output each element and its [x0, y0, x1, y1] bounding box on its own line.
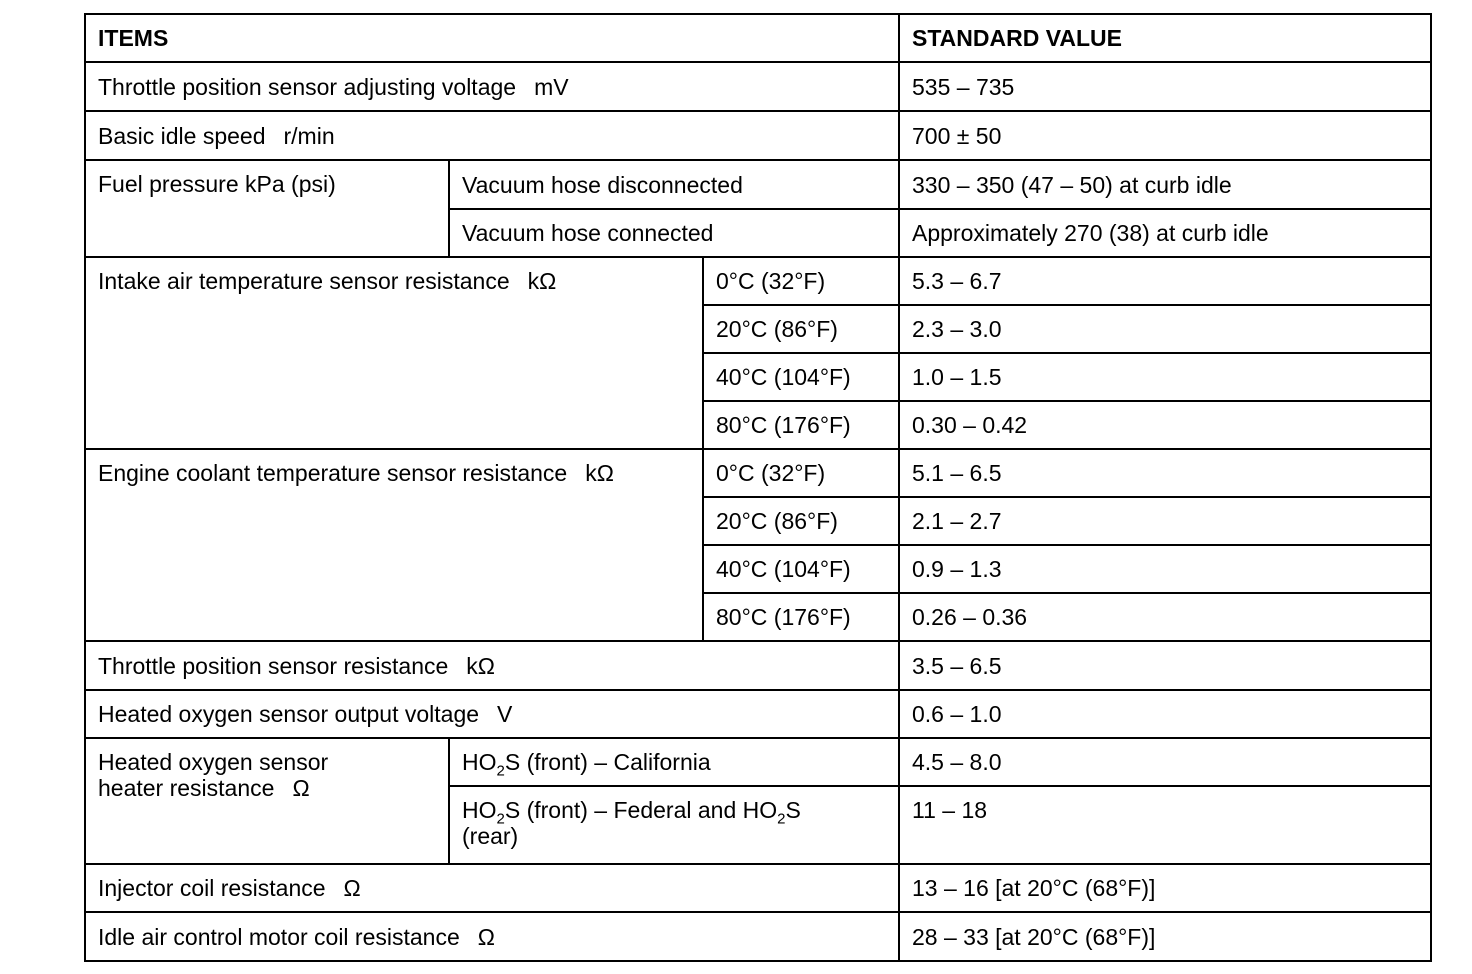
item-name: Idle air control motor coil resistance [98, 923, 460, 950]
condition-cell: 0°C (32°F) [703, 449, 899, 497]
table-row [85, 160, 1431, 209]
subscript: 2 [496, 810, 505, 828]
item-label: Fuel pressure kPa (psi) [85, 160, 449, 257]
table-row [85, 449, 1431, 497]
item-name: Throttle position sensor adjusting voltage [98, 73, 517, 100]
items-header: ITEMS [85, 14, 899, 62]
item-unit: kΩ [466, 652, 495, 679]
condition-text: (rear) [462, 823, 519, 849]
item-name: Throttle position sensor resistance [98, 652, 449, 679]
standard-value-table [84, 13, 1432, 962]
condition-text: S (front) – Federal and HO [504, 797, 778, 823]
condition-cell [449, 786, 899, 864]
item-label [85, 738, 449, 864]
standard-value: 700 ± 50 [899, 111, 1431, 160]
item-label [85, 912, 899, 961]
subscript: 2 [777, 810, 786, 828]
item-label [85, 111, 899, 160]
standard-value: 0.6 – 1.0 [899, 690, 1431, 738]
table-row [85, 257, 1431, 305]
header-row [85, 14, 1431, 62]
condition-cell: 40°C (104°F) [703, 545, 899, 593]
item-unit: Ω [343, 875, 361, 901]
standard-value: 1.0 – 1.5 [899, 353, 1431, 401]
standard-value: Approximately 270 (38) at curb idle [899, 209, 1431, 257]
standard-value: 5.1 – 6.5 [899, 449, 1431, 497]
item-unit: Ω [477, 923, 495, 950]
item-unit: r/min [283, 122, 335, 149]
item-label [85, 62, 899, 111]
condition-text: S [785, 797, 801, 823]
condition-text: HO [462, 797, 497, 823]
standard-value: 28 – 33 [at 20°C (68°F)] [899, 912, 1431, 961]
item-name-line2: heater resistance [98, 775, 275, 801]
item-name: Heated oxygen sensor output voltage [98, 701, 480, 727]
item-name: Intake air temperature sensor resistance [98, 268, 510, 294]
item-unit: Ω [292, 775, 310, 801]
subscript: 2 [496, 762, 505, 780]
item-name: Engine coolant temperature sensor resistance [98, 460, 568, 486]
standard-value: 535 – 735 [899, 62, 1431, 111]
table-row [85, 690, 1431, 738]
standard-value: 11 – 18 [899, 786, 1431, 864]
condition-text: HO [462, 749, 497, 775]
item-unit: V [497, 701, 513, 727]
table-row [85, 738, 1431, 786]
table-row [85, 111, 1431, 160]
standard-value: 0.30 – 0.42 [899, 401, 1431, 449]
condition-cell: 20°C (86°F) [703, 305, 899, 353]
standard-value: 5.3 – 6.7 [899, 257, 1431, 305]
item-unit: mV [534, 73, 569, 100]
table-row [85, 641, 1431, 690]
condition-cell: 80°C (176°F) [703, 401, 899, 449]
condition-cell [449, 738, 899, 786]
standard-value: 4.5 – 8.0 [899, 738, 1431, 786]
standard-value: 2.3 – 3.0 [899, 305, 1431, 353]
table-row [85, 912, 1431, 961]
item-label [85, 449, 703, 641]
standard-value: 330 – 350 (47 – 50) at curb idle [899, 160, 1431, 209]
standard-value: 3.5 – 6.5 [899, 641, 1431, 690]
item-label [85, 864, 899, 912]
item-name: Basic idle speed [98, 122, 266, 149]
condition-cell: 40°C (104°F) [703, 353, 899, 401]
item-label [85, 257, 703, 449]
item-label [85, 641, 899, 690]
item-label [85, 690, 899, 738]
standard-value: 0.26 – 0.36 [899, 593, 1431, 641]
condition-cell: Vacuum hose connected [449, 209, 899, 257]
table-row [85, 864, 1431, 912]
condition-text: S (front) – California [504, 749, 711, 775]
condition-cell: 80°C (176°F) [703, 593, 899, 641]
standard-value-header: STANDARD VALUE [899, 14, 1431, 62]
item-name-line1: Heated oxygen sensor [98, 749, 329, 775]
condition-cell: 0°C (32°F) [703, 257, 899, 305]
standard-value: 2.1 – 2.7 [899, 497, 1431, 545]
table-row [85, 62, 1431, 111]
standard-value: 0.9 – 1.3 [899, 545, 1431, 593]
item-unit: kΩ [527, 268, 557, 294]
item-name: Injector coil resistance [98, 875, 326, 901]
item-unit: kΩ [585, 460, 614, 486]
condition-cell: 20°C (86°F) [703, 497, 899, 545]
standard-value: 13 – 16 [at 20°C (68°F)] [899, 864, 1431, 912]
condition-cell: Vacuum hose disconnected [449, 160, 899, 209]
